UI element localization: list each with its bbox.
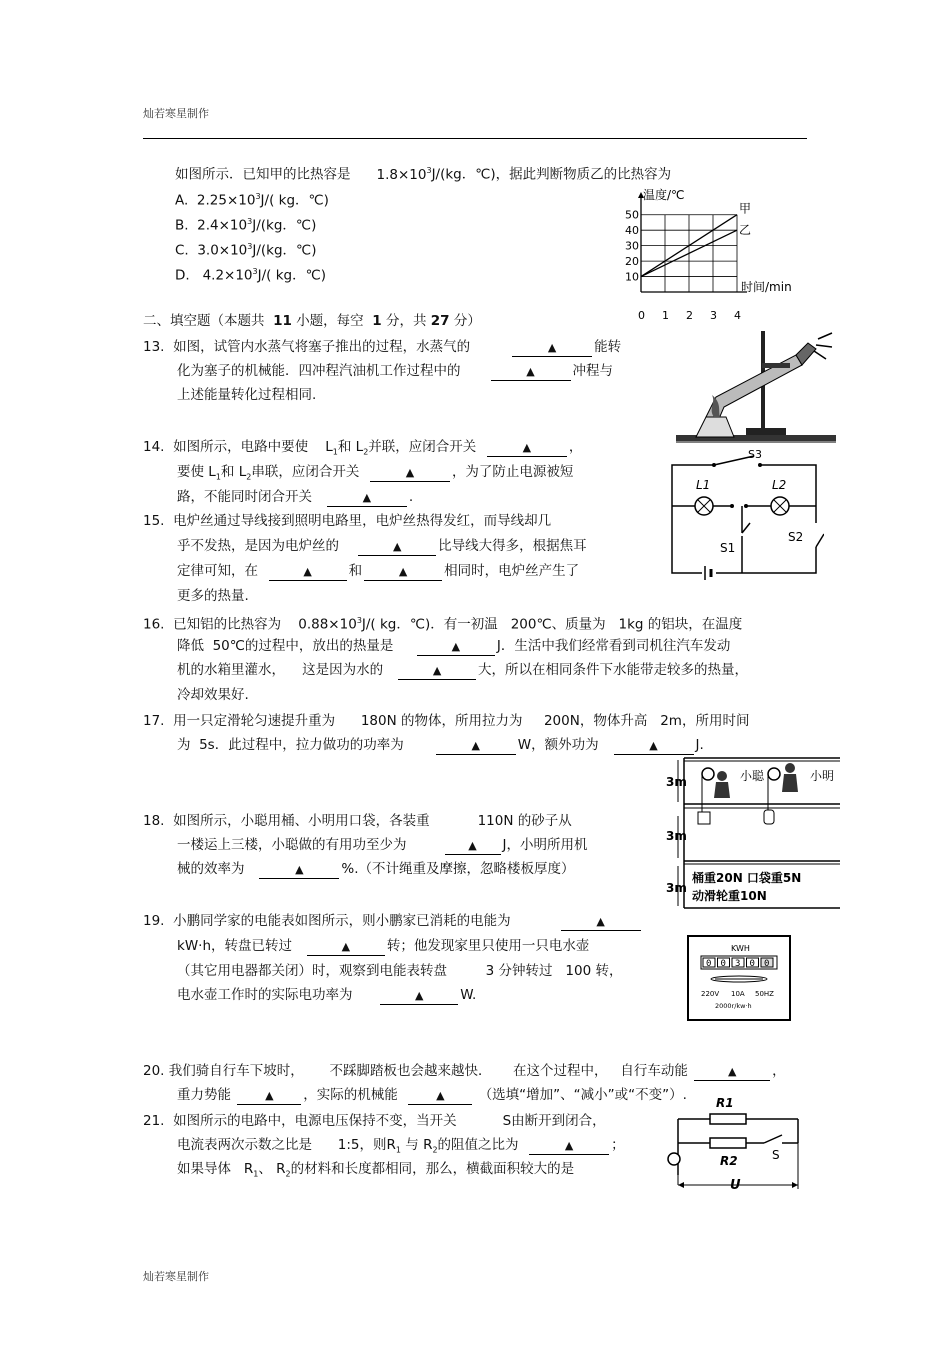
meter-digits xyxy=(703,958,773,969)
name-xiaocong: 小聪 xyxy=(740,769,765,783)
blank: ▲ xyxy=(614,739,694,755)
blank: ▲ xyxy=(269,565,347,581)
q13-line3: 上述能量转化过程相同. xyxy=(177,387,317,403)
q16-line2: 降低 50℃的过程中，放出的热量是 ▲ J．生活中我们经常看到司机往汽车发动 xyxy=(177,638,731,654)
q13-line2: 化为塞子的机械能．四冲程汽油机工作过程中的 ▲ 冲程与 xyxy=(177,363,613,379)
r2-label: R2 xyxy=(720,1154,738,1168)
blank: ▲ xyxy=(694,1065,770,1081)
y-tick-4: 50 xyxy=(625,208,639,222)
q18-line1: 18. 如图所示，小聪用桶、小明用口袋，各装重 110N 的砂子从 xyxy=(143,813,572,829)
series-label-0: 甲 xyxy=(739,201,752,216)
chart-ticks xyxy=(625,209,741,322)
x-tick-1: 1 xyxy=(662,309,669,322)
y-tick-2: 30 xyxy=(625,239,639,253)
x-tick-0: 0 xyxy=(638,309,645,322)
floor-height-3: 3m xyxy=(666,881,687,895)
meter-frequency: 50HZ xyxy=(755,990,774,998)
test-tube-apparatus-figure xyxy=(676,325,836,447)
r1-label: R1 xyxy=(716,1096,734,1110)
floor-height-2: 3m xyxy=(666,829,687,843)
q19-line4: 电水壶工作时的实际电功率为 ▲ W. xyxy=(177,987,477,1003)
switch-s1-label: S1 xyxy=(720,541,736,555)
blank: ▲ xyxy=(364,565,442,581)
chart-series xyxy=(641,202,751,277)
meter-voltage: 220V xyxy=(701,990,720,998)
blank: ▲ xyxy=(445,839,501,855)
x-tick-3: 3 xyxy=(710,309,717,322)
q15-line1: 15. 电炉丝通过导线接到照明电路里，电炉丝热得发红，而导线却几 xyxy=(143,513,552,529)
q16-line1: 16. 已知铝的比热容为 $0.88\times 10^3J/$( kg．℃)．有一初温 200℃、质量为 1kg 的铝块，在温度 xyxy=(143,616,743,633)
q20-line1: 20. 我们骑自行车下坡时， 不踩脚踏板也会越来越快． 在这个过程中， 自行车动能 ▲ ， xyxy=(143,1063,786,1079)
blank: ▲ xyxy=(237,1089,301,1105)
lamp-l2-label: L2 xyxy=(772,478,787,492)
page-header: 灿若寒星制作 xyxy=(143,107,209,120)
q14-line3: 路，不能同时闭合开关 ▲ . xyxy=(177,489,414,505)
q15-line4: 更多的热量. xyxy=(177,588,249,604)
x-tick-4: 4 xyxy=(734,309,741,322)
blank: ▲ xyxy=(380,989,458,1005)
q12-option-a: A. $2.25\times 10^3J/$( kg．℃) xyxy=(175,192,329,209)
q12-option-c: C. $3.0\times 10^3J/(kg$．℃) xyxy=(175,242,317,259)
meter-digit-0: 0 xyxy=(706,959,712,969)
blank: ▲ xyxy=(398,664,476,680)
q19-line2: kW·h，转盘已转过 ▲ 转；他发现家里只使用一只电水壶 xyxy=(177,938,590,954)
blank: ▲ xyxy=(259,863,339,879)
blank: ▲ xyxy=(561,915,641,931)
q16-line3: 机的水箱里灌水， 这是因为水的 ▲ 大，所以在相同条件下水能带走较多的热量， xyxy=(177,662,749,678)
weights-note-1: 桶重20N 口袋重5N xyxy=(692,871,802,885)
electric-meter-figure xyxy=(687,935,791,1021)
blank: ▲ xyxy=(417,640,495,656)
header-rule xyxy=(143,138,807,139)
pulley-building-figure xyxy=(664,756,840,912)
name-xiaoming: 小明 xyxy=(810,769,835,783)
q21-line2: 电流表两次示数之比是 1:5，则$R_1$ 与 $R_2$的阻值之比为 ▲ ； xyxy=(177,1137,625,1155)
q17-line2: 为 5s．此过程中，拉力做功的功率为 ▲ W，额外功为 ▲ J. xyxy=(177,737,704,753)
q15-line3: 定律可知，在 ▲ 和 ▲ 相同时，电炉丝产生了 xyxy=(177,563,580,579)
meter-digit-4: 0 xyxy=(764,959,770,969)
meter-current: 10A xyxy=(731,990,745,998)
q19-line1: 19. 小鹏同学家的电能表如图所示，则小鹏家已消耗的电能为 ▲ xyxy=(143,911,643,931)
q15-line2: 乎不发热，是因为电炉丝的 ▲ 比导线大得多，根据焦耳 xyxy=(177,538,587,554)
q14-line2: 要使 $L_1$和 $L_2$串联，应闭合开关 ▲ ，为了防止电源被短 xyxy=(177,464,574,482)
lamp-l1-label: L1 xyxy=(696,478,711,492)
floor-height-1: 3m xyxy=(666,775,687,789)
meter-title: KWH xyxy=(731,944,750,953)
chart-xlabel: 时间/min xyxy=(741,280,792,294)
weights-note-2: 动滑轮重10N xyxy=(692,889,767,903)
y-tick-1: 20 xyxy=(625,255,639,269)
temperature-time-chart xyxy=(615,182,815,324)
blank: ▲ xyxy=(487,441,567,457)
chart-axes xyxy=(638,192,747,292)
blank: ▲ xyxy=(491,365,571,381)
page-footer: 灿若寒星制作 xyxy=(143,1270,209,1283)
q21-line1: 21. 如图所示的电路中，电源电压保持不变，当开关 S由断开到闭合， xyxy=(143,1113,606,1129)
blank: ▲ xyxy=(358,540,436,556)
q13-line1: 13. 如图，试管内水蒸气将塞子推出的过程，水蒸气的 ▲ 能转 xyxy=(143,339,622,355)
switch-s-label: S xyxy=(772,1148,780,1162)
switch-s3-label: S3 xyxy=(748,448,762,461)
q14-line1: 14. 如图所示，电路中要使 $L_1$和 $L_2$并联，应闭合开关 ▲ ， xyxy=(143,439,583,457)
q12-stem: 如图所示．已知甲的比热容是 $1.8\times 10^3J/(kg$．℃)，据此判断物质乙的比热容为 xyxy=(175,166,672,183)
blank: ▲ xyxy=(512,341,592,357)
meter-constant: 2000r/kw·h xyxy=(715,1002,752,1010)
blank: ▲ xyxy=(327,491,407,507)
q19-line3: （其它用电器都关闭）时，观察到电能表转盘 3 分钟转过 100 转， xyxy=(177,963,623,979)
blank: ▲ xyxy=(370,466,450,482)
q18-line2: 一楼运上三楼，小聪做的有用功至少为 ▲ J，小明所用机 xyxy=(177,837,588,853)
meter-digit-1: 0 xyxy=(720,959,726,969)
q20-line2: 重力势能 ▲ ，实际的机械能 ▲ （选填“增加”、“减小”或“不变”）. xyxy=(177,1087,687,1103)
y-tick-3: 40 xyxy=(625,224,639,238)
blank: ▲ xyxy=(436,739,516,755)
blank: ▲ xyxy=(408,1089,472,1105)
meter-digit-3: 0 xyxy=(749,959,755,969)
q17-line1: 17. 用一只定滑轮匀速提升重为 180N 的物体，所用拉力为 200N，物体升高 2m，所用时间 xyxy=(143,713,750,729)
chart-ylabel: 温度/℃ xyxy=(643,188,685,202)
q16-line4: 冷却效果好. xyxy=(177,687,249,703)
q18-line3: 械的效率为 ▲ %.（不计绳重及摩擦，忽略楼板厚度） xyxy=(177,861,575,877)
series-label-1: 乙 xyxy=(739,223,752,238)
circuit-figure-1 xyxy=(664,448,824,580)
x-tick-2: 2 xyxy=(686,309,693,322)
voltage-label: U xyxy=(730,1178,741,1193)
switch-s2-label: S2 xyxy=(788,530,804,544)
q21-line3: 如果导体 $R_1$、 $R_2$的材料和长度都相同，那么，横截面积较大的是 xyxy=(177,1161,575,1179)
q12-option-b: B. $2.4\times 10^3J/(kg$．℃) xyxy=(175,217,317,234)
blank: ▲ xyxy=(307,940,385,956)
blank: ▲ xyxy=(529,1139,609,1155)
section2-heading: 二、填空题（本题共 11 小题，每空 1 分，共 27 分） xyxy=(143,313,481,329)
circuit-figure-2 xyxy=(664,1093,804,1193)
y-tick-0: 10 xyxy=(625,270,639,284)
meter-digit-2: 3 xyxy=(735,959,741,969)
q12-option-d: D. $4.2\times 10^3J/$( kg．℃) xyxy=(175,267,327,284)
